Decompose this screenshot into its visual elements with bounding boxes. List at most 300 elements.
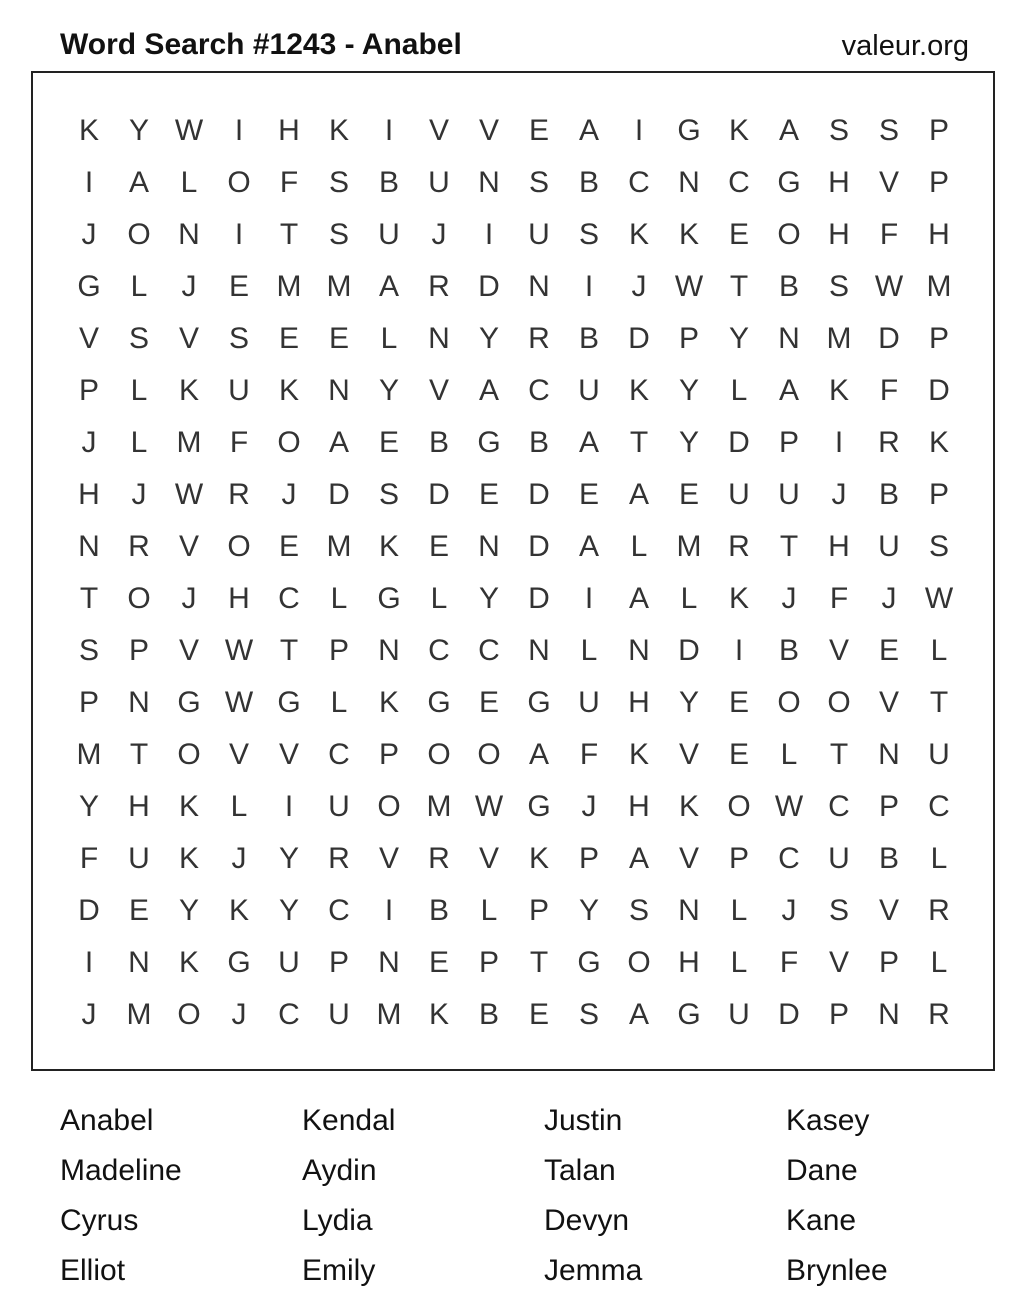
grid-letter: T bbox=[279, 218, 299, 251]
grid-row bbox=[64, 261, 964, 313]
grid-letter: H bbox=[128, 790, 150, 823]
grid-letter: N bbox=[528, 270, 550, 303]
grid-row bbox=[64, 885, 964, 937]
grid-letter: P bbox=[378, 738, 399, 771]
grid-letter: K bbox=[278, 374, 299, 407]
grid-letter: T bbox=[129, 738, 149, 771]
grid-letter: B bbox=[878, 478, 899, 511]
grid-letter: P bbox=[928, 478, 949, 511]
grid-letter: L bbox=[930, 634, 948, 667]
grid-letter: G bbox=[227, 946, 251, 979]
grid-letter: U bbox=[278, 946, 300, 979]
grid-letter: D bbox=[728, 426, 750, 459]
grid-letter: J bbox=[781, 582, 797, 615]
grid-letter: C bbox=[778, 842, 800, 875]
grid-letter: D bbox=[778, 998, 800, 1031]
grid-letter: L bbox=[330, 582, 348, 615]
grid-letter: M bbox=[126, 998, 152, 1031]
grid-letter: L bbox=[930, 946, 948, 979]
grid-letter: T bbox=[79, 582, 99, 615]
grid-letter: E bbox=[228, 270, 249, 303]
grid-letter: L bbox=[630, 530, 648, 563]
grid-letter: K bbox=[928, 426, 949, 459]
grid-letter: N bbox=[678, 894, 700, 927]
grid-letter: N bbox=[878, 738, 900, 771]
grid-letter: G bbox=[527, 686, 551, 719]
grid-letter: P bbox=[928, 166, 949, 199]
grid-letter: P bbox=[478, 946, 499, 979]
grid-row bbox=[64, 573, 964, 625]
grid-letter: U bbox=[878, 530, 900, 563]
grid-letter: K bbox=[178, 374, 199, 407]
grid-letter: C bbox=[528, 374, 550, 407]
grid-letter: P bbox=[928, 322, 949, 355]
grid-letter: A bbox=[778, 374, 799, 407]
grid-letter: Y bbox=[178, 894, 199, 927]
grid-letter: U bbox=[728, 478, 750, 511]
grid-letter: I bbox=[284, 790, 294, 823]
grid-letter: J bbox=[631, 270, 647, 303]
grid-letter: A bbox=[628, 998, 649, 1031]
grid-row bbox=[64, 521, 964, 573]
grid-letter: K bbox=[828, 374, 849, 407]
grid-letter: F bbox=[79, 842, 99, 875]
grid-letter: D bbox=[428, 478, 450, 511]
grid-letter: I bbox=[834, 426, 844, 459]
grid-letter: L bbox=[330, 686, 348, 719]
grid-letter: R bbox=[528, 322, 550, 355]
grid-letter: K bbox=[328, 114, 349, 147]
grid-letter: V bbox=[678, 842, 699, 875]
grid-letter: B bbox=[428, 426, 449, 459]
grid-letter: O bbox=[727, 790, 751, 823]
grid-letter: G bbox=[177, 686, 201, 719]
grid-letter: L bbox=[230, 790, 248, 823]
grid-letter: W bbox=[224, 634, 254, 667]
grid-letter: C bbox=[328, 894, 350, 927]
grid-letter: S bbox=[378, 478, 399, 511]
grid-row bbox=[64, 157, 964, 209]
grid-letter: P bbox=[328, 634, 349, 667]
grid-letter: D bbox=[528, 478, 550, 511]
grid-letter: W bbox=[874, 270, 904, 303]
grid-row bbox=[64, 833, 964, 885]
grid-letter: E bbox=[528, 998, 549, 1031]
grid-letter: O bbox=[227, 530, 251, 563]
grid-letter: K bbox=[528, 842, 549, 875]
grid-letter: J bbox=[181, 270, 197, 303]
grid-letter: B bbox=[528, 426, 549, 459]
grid-letter: M bbox=[376, 998, 402, 1031]
grid-letter: G bbox=[77, 270, 101, 303]
grid-letter: I bbox=[234, 114, 244, 147]
grid-letter: C bbox=[478, 634, 500, 667]
grid-letter: R bbox=[428, 842, 450, 875]
grid-letter: G bbox=[527, 790, 551, 823]
grid-letter: V bbox=[428, 114, 449, 147]
grid-letter: P bbox=[78, 686, 99, 719]
grid-letter: L bbox=[430, 582, 448, 615]
grid-row bbox=[64, 365, 964, 417]
grid-letter: P bbox=[78, 374, 99, 407]
grid-letter: U bbox=[378, 218, 400, 251]
grid-letter: A bbox=[478, 374, 499, 407]
grid-letter: H bbox=[828, 166, 850, 199]
grid-letter: S bbox=[628, 894, 649, 927]
grid-letter: V bbox=[878, 686, 899, 719]
grid-letter: Y bbox=[728, 322, 749, 355]
grid-letter: D bbox=[878, 322, 900, 355]
grid-letter: W bbox=[924, 582, 954, 615]
grid-letter: I bbox=[484, 218, 494, 251]
grid-letter: V bbox=[278, 738, 299, 771]
grid-letter: S bbox=[578, 218, 599, 251]
grid-letter: C bbox=[278, 998, 300, 1031]
grid-letter: V bbox=[478, 114, 499, 147]
grid-letter: M bbox=[676, 530, 702, 563]
grid-letter: K bbox=[78, 114, 99, 147]
grid-letter: W bbox=[474, 790, 504, 823]
grid-letter: A bbox=[628, 582, 649, 615]
grid-letter: T bbox=[779, 530, 799, 563]
grid-letter: Y bbox=[578, 894, 599, 927]
grid-letter: P bbox=[878, 946, 899, 979]
grid-letter: U bbox=[728, 998, 750, 1031]
grid-letter: J bbox=[231, 998, 247, 1031]
grid-letter: U bbox=[228, 374, 250, 407]
grid-letter: O bbox=[127, 218, 151, 251]
grid-letter: S bbox=[328, 166, 349, 199]
grid-letter: F bbox=[779, 946, 799, 979]
grid-row bbox=[64, 469, 964, 521]
grid-letter: B bbox=[578, 322, 599, 355]
grid-letter: B bbox=[478, 998, 499, 1031]
grid-letter: Y bbox=[78, 790, 99, 823]
grid-letter: J bbox=[131, 478, 147, 511]
grid-letter: G bbox=[777, 166, 801, 199]
grid-letter: V bbox=[878, 166, 899, 199]
grid-letter: N bbox=[778, 322, 800, 355]
grid-letter: Y bbox=[278, 842, 299, 875]
grid-letter: A bbox=[628, 478, 649, 511]
grid-letter: N bbox=[128, 686, 150, 719]
grid-letter: O bbox=[427, 738, 451, 771]
grid-letter: Y bbox=[378, 374, 399, 407]
grid-letter: F bbox=[579, 738, 599, 771]
grid-letter: L bbox=[780, 738, 798, 771]
grid-letter: J bbox=[181, 582, 197, 615]
grid-letter: E bbox=[528, 114, 549, 147]
grid-letter: U bbox=[428, 166, 450, 199]
grid-letter: V bbox=[178, 530, 199, 563]
grid-letter: K bbox=[178, 946, 199, 979]
grid-letter: I bbox=[584, 270, 594, 303]
grid-letter: Y bbox=[478, 582, 499, 615]
grid-letter: C bbox=[328, 738, 350, 771]
grid-letter: U bbox=[128, 842, 150, 875]
grid-letter: E bbox=[328, 322, 349, 355]
grid-letter: G bbox=[477, 426, 501, 459]
grid-letter: V bbox=[178, 634, 199, 667]
grid-letter: D bbox=[478, 270, 500, 303]
grid-letter: M bbox=[176, 426, 202, 459]
grid-letter: V bbox=[378, 842, 399, 875]
grid-letter: E bbox=[578, 478, 599, 511]
grid-letter: M bbox=[276, 270, 302, 303]
grid-letter: K bbox=[228, 894, 249, 927]
grid-letter: H bbox=[928, 218, 950, 251]
grid-letter: W bbox=[174, 114, 204, 147]
grid-letter: U bbox=[828, 842, 850, 875]
grid-row bbox=[64, 625, 964, 677]
grid-letter: P bbox=[878, 790, 899, 823]
grid-letter: D bbox=[628, 322, 650, 355]
grid-letter: S bbox=[878, 114, 899, 147]
grid-letter: P bbox=[828, 998, 849, 1031]
grid-letter: P bbox=[528, 894, 549, 927]
grid-letter: M bbox=[926, 270, 952, 303]
grid-letter: L bbox=[180, 166, 198, 199]
grid-letter: H bbox=[828, 218, 850, 251]
grid-letter: W bbox=[224, 686, 254, 719]
grid-letter: O bbox=[627, 946, 651, 979]
grid-letter: L bbox=[380, 322, 398, 355]
grid-letter: G bbox=[677, 114, 701, 147]
grid-letter: G bbox=[377, 582, 401, 615]
grid-letter: M bbox=[826, 322, 852, 355]
grid-letter: E bbox=[878, 634, 899, 667]
grid-letter: W bbox=[674, 270, 704, 303]
grid-letter: K bbox=[728, 582, 749, 615]
grid-letter: T bbox=[529, 946, 549, 979]
grid-letter: N bbox=[378, 946, 400, 979]
grid-row bbox=[64, 209, 964, 261]
grid-letter: C bbox=[628, 166, 650, 199]
word-list-item: Elliot bbox=[60, 1254, 126, 1287]
grid-letter: V bbox=[878, 894, 899, 927]
grid-letter: L bbox=[680, 582, 698, 615]
grid-letter: D bbox=[328, 478, 350, 511]
grid-letter: K bbox=[378, 686, 399, 719]
grid-letter: O bbox=[227, 166, 251, 199]
grid-letter: U bbox=[578, 686, 600, 719]
grid-letter: E bbox=[428, 946, 449, 979]
grid-letter: P bbox=[778, 426, 799, 459]
grid-letter: M bbox=[326, 270, 352, 303]
grid-row bbox=[64, 313, 964, 365]
grid-letter: S bbox=[328, 218, 349, 251]
grid-letter: K bbox=[678, 790, 699, 823]
grid-letter: L bbox=[480, 894, 498, 927]
grid-letter: J bbox=[831, 478, 847, 511]
grid-letter: E bbox=[728, 738, 749, 771]
grid-letter: F bbox=[279, 166, 299, 199]
grid-letter: L bbox=[730, 946, 748, 979]
grid-row bbox=[64, 989, 964, 1041]
grid-letter: G bbox=[427, 686, 451, 719]
grid-letter: K bbox=[728, 114, 749, 147]
grid-letter: S bbox=[78, 634, 99, 667]
grid-letter: M bbox=[76, 738, 102, 771]
grid-letter: N bbox=[428, 322, 450, 355]
word-list-item: Madeline bbox=[60, 1154, 182, 1187]
grid-letter: J bbox=[81, 426, 97, 459]
grid-letter: I bbox=[384, 894, 394, 927]
word-list-item: Anabel bbox=[60, 1104, 154, 1137]
grid-letter: M bbox=[326, 530, 352, 563]
grid-letter: N bbox=[678, 166, 700, 199]
grid-letter: P bbox=[578, 842, 599, 875]
word-list-item: Lydia bbox=[302, 1204, 373, 1237]
grid-letter: N bbox=[378, 634, 400, 667]
grid-letter: O bbox=[177, 738, 201, 771]
grid-letter: U bbox=[578, 374, 600, 407]
grid-letter: W bbox=[774, 790, 804, 823]
grid-letter: C bbox=[828, 790, 850, 823]
grid-letter: Y bbox=[278, 894, 299, 927]
grid-letter: B bbox=[778, 270, 799, 303]
grid-letter: J bbox=[881, 582, 897, 615]
grid-letter: G bbox=[277, 686, 301, 719]
grid-letter: R bbox=[928, 998, 950, 1031]
word-list-item: Brynlee bbox=[786, 1254, 888, 1287]
grid-letter: U bbox=[528, 218, 550, 251]
grid-letter: G bbox=[577, 946, 601, 979]
word-list-item: Emily bbox=[302, 1254, 376, 1287]
grid-letter: N bbox=[478, 530, 500, 563]
grid-letter: J bbox=[581, 790, 597, 823]
grid-letter: L bbox=[580, 634, 598, 667]
grid-letter: A bbox=[578, 530, 599, 563]
grid-letter: S bbox=[828, 894, 849, 927]
grid-letter: E bbox=[728, 218, 749, 251]
grid-letter: E bbox=[428, 530, 449, 563]
grid-letter: L bbox=[930, 842, 948, 875]
word-list-item: Kendal bbox=[302, 1104, 396, 1137]
grid-letter: V bbox=[178, 322, 199, 355]
grid-letter: A bbox=[578, 426, 599, 459]
grid-letter: N bbox=[78, 530, 100, 563]
word-list-item: Devyn bbox=[544, 1204, 630, 1237]
grid-letter: E bbox=[478, 478, 499, 511]
word-list-item: Kasey bbox=[786, 1104, 870, 1137]
grid-letter: S bbox=[528, 166, 549, 199]
grid-letter: P bbox=[728, 842, 749, 875]
grid-letter: Y bbox=[678, 426, 699, 459]
grid-letter: L bbox=[730, 374, 748, 407]
grid-letter: T bbox=[279, 634, 299, 667]
grid-letter: I bbox=[84, 946, 94, 979]
grid-letter: K bbox=[628, 218, 649, 251]
grid-letter: U bbox=[328, 790, 350, 823]
grid-letter: S bbox=[128, 322, 149, 355]
grid-letter: V bbox=[428, 374, 449, 407]
grid-letter: A bbox=[578, 114, 599, 147]
grid-letter: U bbox=[778, 478, 800, 511]
grid-letter: J bbox=[281, 478, 297, 511]
grid-letter: D bbox=[528, 530, 550, 563]
grid-letter: V bbox=[678, 738, 699, 771]
grid-row bbox=[64, 105, 964, 157]
grid-letter: V bbox=[828, 634, 849, 667]
grid-letter: A bbox=[328, 426, 349, 459]
grid-letter: H bbox=[278, 114, 300, 147]
grid-letter: L bbox=[130, 374, 148, 407]
grid-letter: D bbox=[928, 374, 950, 407]
grid-letter: I bbox=[634, 114, 644, 147]
grid-letter: R bbox=[728, 530, 750, 563]
grid-letter: V bbox=[478, 842, 499, 875]
grid-letter: B bbox=[778, 634, 799, 667]
grid-letter: U bbox=[328, 998, 350, 1031]
grid-letter: K bbox=[378, 530, 399, 563]
puzzle-title: Word Search #1243 - Anabel bbox=[60, 28, 462, 61]
grid-letter: K bbox=[178, 842, 199, 875]
grid-letter: O bbox=[277, 426, 301, 459]
grid-letter: D bbox=[528, 582, 550, 615]
grid-letter: E bbox=[378, 426, 399, 459]
grid-letter: V bbox=[228, 738, 249, 771]
word-list-item: Kane bbox=[786, 1204, 857, 1237]
grid-letter: K bbox=[428, 998, 449, 1031]
grid-letter: P bbox=[678, 322, 699, 355]
grid-letter: E bbox=[278, 322, 299, 355]
grid-letter: U bbox=[928, 738, 950, 771]
grid-letter: D bbox=[678, 634, 700, 667]
grid-letter: R bbox=[928, 894, 950, 927]
grid-letter: C bbox=[928, 790, 950, 823]
grid-letter: O bbox=[177, 998, 201, 1031]
grid-letter: P bbox=[128, 634, 149, 667]
word-list-item: Talan bbox=[544, 1154, 616, 1187]
grid-letter: O bbox=[827, 686, 851, 719]
grid-letter: T bbox=[929, 686, 949, 719]
grid-letter: K bbox=[178, 790, 199, 823]
grid-letter: N bbox=[328, 374, 350, 407]
grid-letter: S bbox=[928, 530, 949, 563]
grid-letter: E bbox=[128, 894, 149, 927]
grid-letter: Y bbox=[678, 374, 699, 407]
grid-letter: N bbox=[628, 634, 650, 667]
grid-letter: S bbox=[578, 998, 599, 1031]
grid-letter: E bbox=[728, 686, 749, 719]
grid-letter: F bbox=[879, 218, 899, 251]
grid-letter: E bbox=[678, 478, 699, 511]
grid-letter: O bbox=[777, 218, 801, 251]
grid-letter: I bbox=[734, 634, 744, 667]
grid-letter: J bbox=[781, 894, 797, 927]
grid-letter: J bbox=[231, 842, 247, 875]
grid-row bbox=[64, 781, 964, 833]
grid-letter: K bbox=[628, 738, 649, 771]
grid-letter: F bbox=[229, 426, 249, 459]
grid-letter: N bbox=[528, 634, 550, 667]
grid-letter: S bbox=[228, 322, 249, 355]
grid-letter: J bbox=[81, 218, 97, 251]
grid-letter: N bbox=[878, 998, 900, 1031]
grid-letter: A bbox=[378, 270, 399, 303]
grid-letter: E bbox=[278, 530, 299, 563]
grid-letter: R bbox=[228, 478, 250, 511]
grid-letter: I bbox=[384, 114, 394, 147]
grid-letter: A bbox=[128, 166, 149, 199]
grid-letter: I bbox=[84, 166, 94, 199]
grid-letter: T bbox=[629, 426, 649, 459]
grid-letter: T bbox=[829, 738, 849, 771]
word-list bbox=[60, 1096, 986, 1296]
grid-row bbox=[64, 729, 964, 781]
grid-letter: R bbox=[428, 270, 450, 303]
